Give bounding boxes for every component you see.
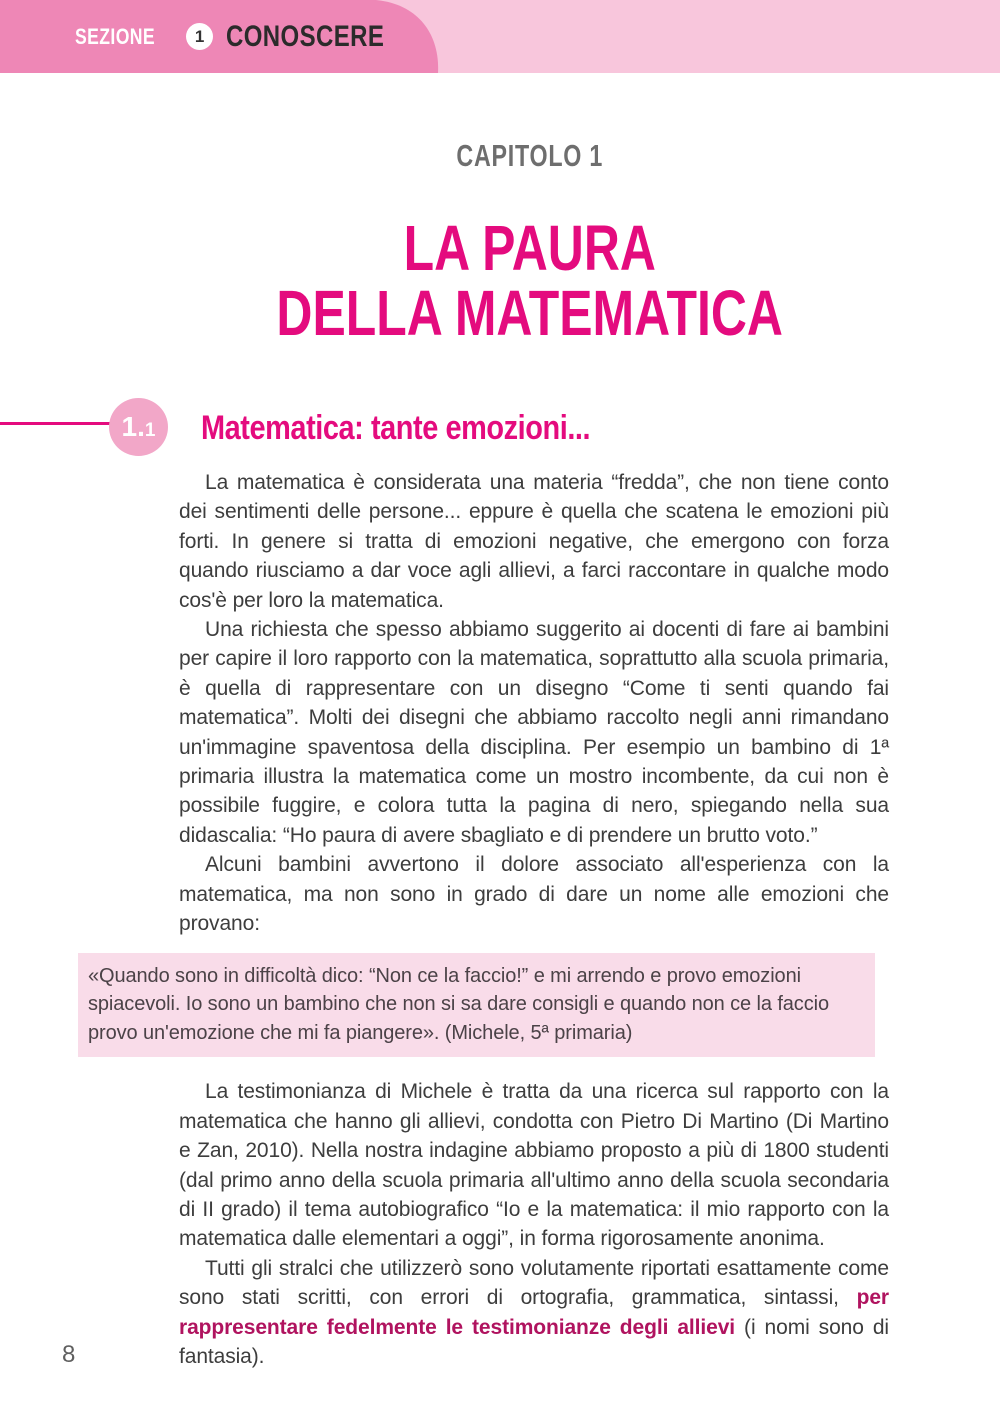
paragraph-4: La testimonianza di Michele è tratta da una ricerca sul rapporto con la matematica che hanno gli allievi, condotta con Pietro Di Martino (Di Martino e Zan, 2010). Nella nostra indagine abbiamo proposto a più di 1800 studenti (dal primo anno della scuola primaria all'ultimo anno della scuola secondaria di II grado) il tema autobiografico “Io e la matematica: il mio rapporto con la matematica dalle elementari a oggi”, in forma rigorosamente anonima. xyxy=(179,1080,889,1251)
chapter-title-line2: DELLA MATEMATICA xyxy=(276,277,784,349)
section-number-badge xyxy=(186,23,213,50)
chapter-title xyxy=(60,212,1000,349)
chapter-title-line1: LA PAURA xyxy=(403,212,657,284)
paragraph-1: La matematica è considerata una materia “fredda”, che non tiene conto dei sentimenti delle persone... eppure è quella che scatena le emozioni più forti. In genere si tratta di emozioni negative, che emergono con forza quando riusciamo a dar voce agli allievi, a farci raccontare in qualche modo cos'è per loro la matematica. xyxy=(179,471,889,612)
paragraph-5-post: (i nomi sono di fantasia). xyxy=(179,1315,889,1368)
student-quote-block xyxy=(78,953,875,1058)
section-number-minor: 1 xyxy=(144,420,156,441)
paragraph-5-pre: Tutti gli stralci che utilizzerò sono volutamente riportati esattamente come sono stati scritti, con errori di ortografia, grammatica, sintassi, xyxy=(179,1256,889,1310)
section-heading: Matematica: tante emozioni... xyxy=(201,409,591,447)
section-label: SEZIONE xyxy=(75,23,156,49)
paragraph-3: Alcuni bambini avvertono il dolore associato all'esperienza con la matematica, ma non sono in grado di dare un nome alle emozioni che provano: xyxy=(179,853,889,936)
chapter-kicker: CAPITOLO 1 xyxy=(456,138,604,173)
page-number: 8 xyxy=(62,1341,76,1368)
body-text-column xyxy=(88,468,889,1371)
section-number: 1 xyxy=(194,26,205,46)
header xyxy=(75,0,424,73)
paragraph-5 xyxy=(179,1254,889,1372)
section-number-major: 1. xyxy=(121,411,145,442)
section-number-circle xyxy=(109,398,168,456)
paragraph-5-emphasis: per rappresentare fedelmente le testimonianze degli allievi xyxy=(179,1286,889,1339)
section-rule xyxy=(0,422,111,425)
student-quote-text: «Quando sono in difficoltà dico: “Non ce la faccio!” e mi arrendo e provo emozioni spiacevoli. Io sono un bambino che non si sa dare consigli e quando non ce la faccio provo un'emozione che mi fa piangere». (Michele, 5ª primaria) xyxy=(88,964,829,1044)
paragraph-2: Una richiesta che spesso abbiamo suggerito ai docenti di fare ai bambini per capire il loro rapporto con la matematica, soprattutto alla scuola primaria, è quella di rappresentare con un disegno “Come ti senti quando fai matematica”. Molti dei disegni che abbiamo raccolto negli anni rimandano un'immagine spaventosa della disciplina. Per esempio un bambino di 1ª primaria illustra la matematica come un mostro incombente, da cui non è possibile fuggire, e colora tutta la pagina di nero, spiegando nella sua didascalia: “Ho paura di avere sbagliato e di prendere un brutto voto.” xyxy=(179,618,889,847)
section-title-header: CONOSCERE xyxy=(226,19,385,53)
